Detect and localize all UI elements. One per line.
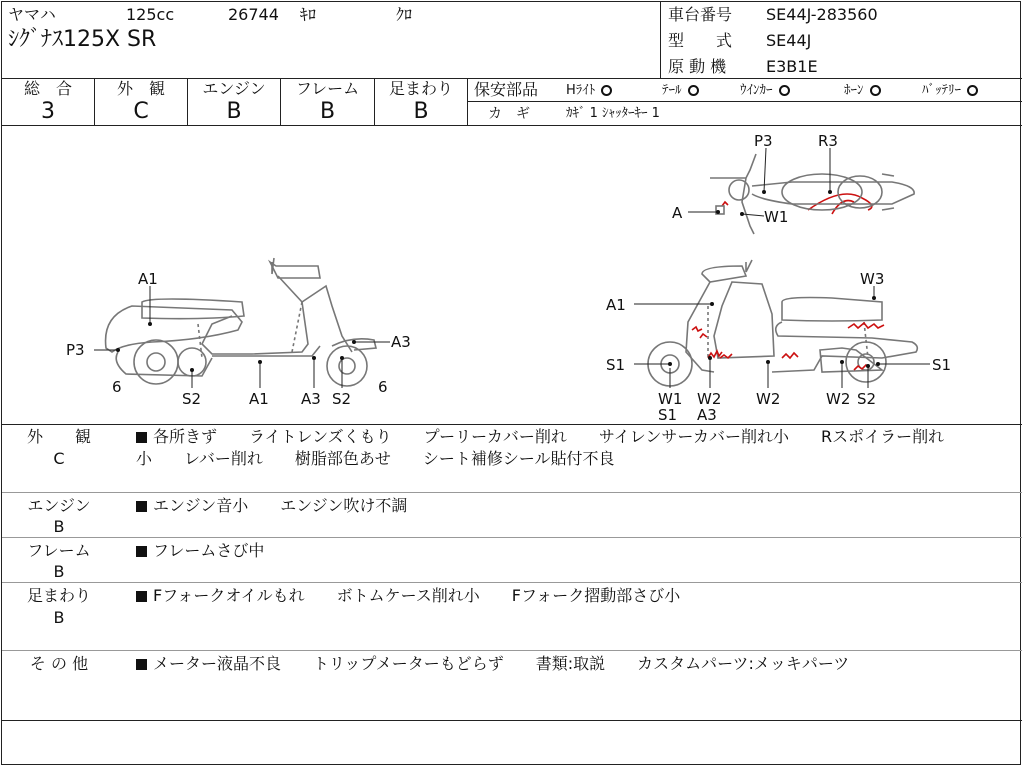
ok-mark-icon <box>601 85 612 96</box>
key-value: ｶｷﾞ 1 ｼｬｯﾀｰｷｰ 1 <box>566 106 660 121</box>
safety-item-tail: ﾃｰﾙ <box>662 82 699 100</box>
safety-item-battery: ﾊﾞｯﾃﾘｰ <box>922 82 978 100</box>
label-p3-left: P3 <box>66 341 85 359</box>
safety-item-horn: ﾎｰﾝ <box>844 82 881 100</box>
label-p3-top: P3 <box>754 132 773 150</box>
label-a1-right: A1 <box>606 296 626 314</box>
safety-label: 保安部品 <box>474 80 539 99</box>
type-label: 型 式 <box>668 31 733 50</box>
frame-no-label: 車台番号 <box>668 5 733 24</box>
bullet-icon <box>136 432 147 443</box>
frame-no: SE44J-283560 <box>766 5 878 24</box>
note-label: エンジン <box>27 496 91 515</box>
grade-label-engine: エンジン <box>202 79 266 98</box>
ok-mark-icon <box>688 85 699 96</box>
maker: ヤマハ <box>8 5 56 24</box>
model-name: ｼｸﾞﾅｽ125X SR <box>8 27 157 52</box>
engine-value: E3B1E <box>766 57 818 76</box>
label-w2-c: W2 <box>826 390 851 408</box>
label-a1-top: A1 <box>138 270 158 288</box>
label-a3-right-bike: A3 <box>697 406 717 424</box>
label-s2-right-bike: S2 <box>857 390 877 408</box>
label-a-top: A <box>672 204 683 222</box>
note-grade: C <box>53 449 65 468</box>
ok-mark-icon <box>967 85 978 96</box>
label-six-right: 6 <box>378 378 388 396</box>
grade-label-suspension: 足まわり <box>388 79 453 98</box>
color: ｸﾛ <box>396 5 413 24</box>
label-s1-right: S1 <box>932 356 952 374</box>
grade-value-exterior: C <box>133 99 149 124</box>
note-line: メーター液晶不良 トリップメーターもどらず 書類:取説 カスタムパーツ:メッキパーツ <box>136 655 849 673</box>
label-six-left: 6 <box>112 378 122 396</box>
note-label: そ の 他 <box>29 654 89 673</box>
mileage-unit: ｷﾛ <box>300 5 317 24</box>
mileage: 26744 <box>228 5 279 24</box>
note-grade: B <box>53 562 65 581</box>
grade-label-exterior: 外 観 <box>116 79 165 98</box>
leader-lines <box>94 148 930 388</box>
grade-value-frame: B <box>319 99 336 124</box>
label-s2-left: S2 <box>182 390 202 408</box>
ok-mark-icon <box>779 85 790 96</box>
safety-item-headlight: Hﾗｲﾄ <box>566 82 612 100</box>
note-grade: B <box>53 608 65 627</box>
diagram-labels <box>66 132 951 424</box>
note-line: エンジン音小 エンジン吹け不調 <box>136 497 407 515</box>
note-label: 足まわり <box>26 586 91 605</box>
label-w1-right: W1 <box>658 390 683 408</box>
grid-line <box>2 492 1022 493</box>
note-grade: B <box>53 517 65 536</box>
grade-label-overall: 総 合 <box>23 79 72 98</box>
label-a3-right: A3 <box>391 333 411 351</box>
grade-value-engine: B <box>226 99 242 124</box>
label-s1-under: S1 <box>658 406 678 424</box>
grade-value-overall: 3 <box>41 99 55 124</box>
bullet-icon <box>136 591 147 602</box>
label-s2-right: S2 <box>332 390 352 408</box>
bullet-icon <box>136 659 147 670</box>
engine-label: 原 動 機 <box>668 57 727 76</box>
grid-line <box>2 650 1022 651</box>
grid-line <box>2 720 1022 721</box>
key-label: カ ギ <box>488 106 530 122</box>
displacement: 125cc <box>126 5 175 24</box>
bullet-icon <box>136 546 147 557</box>
note-line: 小 レバー削れ 樹脂部色あせ シート補修シール貼付不良 <box>136 449 615 468</box>
note-label: フレーム <box>27 541 91 560</box>
label-a1-bottom: A1 <box>249 390 269 408</box>
safety-item-winker: ｳｲﾝｶｰ <box>740 82 790 100</box>
grid-line <box>2 424 1022 425</box>
label-s1-left: S1 <box>606 356 626 374</box>
grade-value-suspension: B <box>413 99 429 124</box>
grade-label-frame: フレーム <box>295 79 360 98</box>
label-w2-a: W2 <box>697 390 722 408</box>
grid-line <box>2 582 1022 583</box>
label-r3-top: R3 <box>818 132 838 150</box>
scooter-top-view <box>710 154 914 234</box>
grid-line <box>468 101 1022 102</box>
grid-line <box>2 537 1022 538</box>
bullet-icon <box>136 501 147 512</box>
note-label: 外 観 <box>26 427 91 446</box>
note-line: 各所きず ライトレンズくもり プーリーカバー削れ サイレンサーカバー削れ小 Rスポイラー削れ <box>136 428 944 446</box>
grid-line <box>467 78 468 126</box>
label-w2-b: W2 <box>756 390 781 408</box>
scooter-diagram <box>2 126 1022 424</box>
label-w1-top: W1 <box>764 208 789 226</box>
ok-mark-icon <box>870 85 881 96</box>
note-line: フレームさび中 <box>136 542 264 560</box>
note-line: Fフォークオイルもれ ボトムケース削れ小 Fフォーク摺動部さび小 <box>136 587 680 605</box>
type-value: SE44J <box>766 31 812 50</box>
label-a3-bottom: A3 <box>301 390 321 408</box>
label-w3: W3 <box>860 270 885 288</box>
header-divider <box>660 2 661 78</box>
